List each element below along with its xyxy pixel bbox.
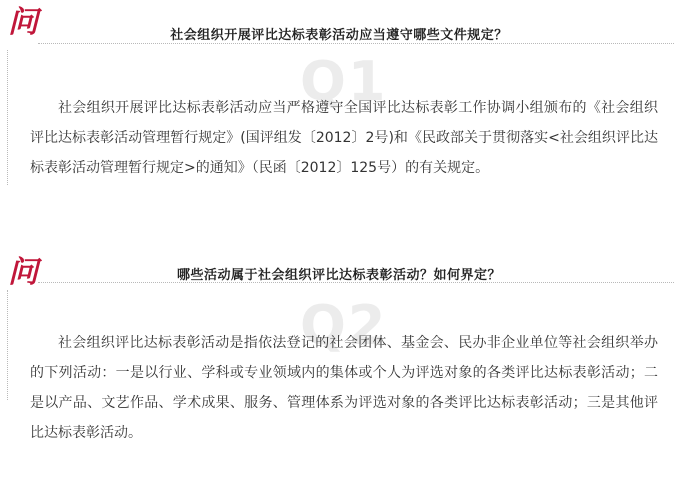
answer-text: 社会组织评比达标表彰活动是指依法登记的社会团体、基金会、民办非企业单位等社会组织举办的下列活动：一是以行业、学科或专业领域内的集体或个人为评选对象的各类评比达标表彰活动；二是以产品、文艺作品、学术成果、服务、管理体系为评选对象的各类评比达标表彰活动；三是其他评比达标表彰活动。 (30, 335, 658, 441)
watermark-label: Q1 (300, 50, 388, 113)
dotted-divider (38, 282, 674, 283)
qa-item-2 (0, 250, 678, 486)
dotted-sidebar (7, 50, 8, 185)
svg-text:问: 问 (8, 5, 38, 38)
qa-item-1 (0, 0, 678, 235)
answer-text: 社会组织开展评比达标表彰活动应当严格遵守全国评比达标表彰工作协调小组颁布的《社会组织评比达标表彰活动管理暂行规定》(国评组发〔2012〕2号)和《民政部关于贯彻落实<社会组织评比达标表彰活动管理暂行规定>的通知》（民函〔2012〕125号）的有关规定。 (30, 100, 658, 176)
dotted-divider (38, 43, 674, 44)
dotted-sidebar (7, 290, 8, 400)
svg-text:问: 问 (8, 255, 38, 288)
watermark-label: Q2 (300, 294, 388, 357)
question-title: 社会组织开展评比达标表彰活动应当遵守哪些文件规定？ (170, 28, 508, 43)
question-title: 哪些活动属于社会组织评比达标表彰活动？如何界定？ (176, 268, 501, 283)
